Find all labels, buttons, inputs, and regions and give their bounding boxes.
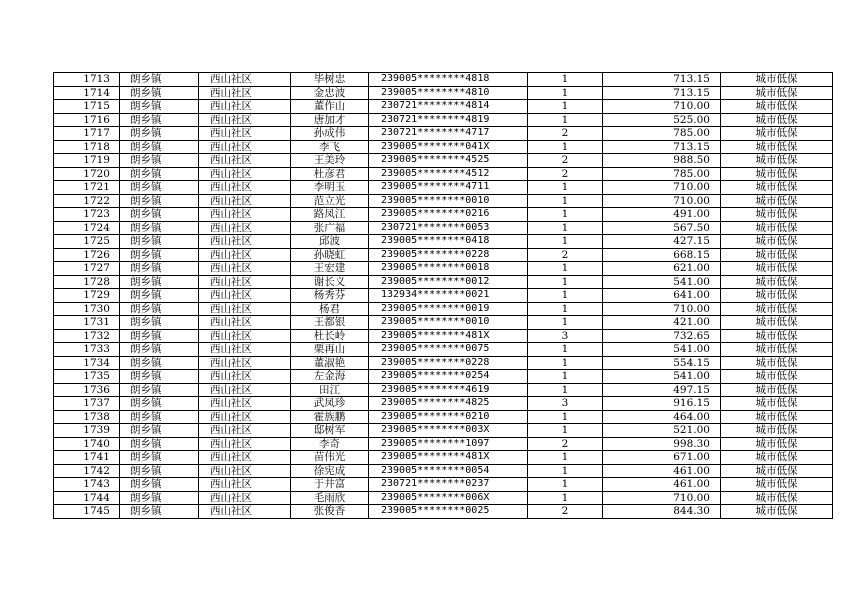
amount-cell: 732.65: [603, 329, 721, 343]
row-number-cell: 1735: [54, 370, 120, 384]
id-number-cell: 239005********4512: [369, 167, 528, 181]
household-count-cell: 1: [528, 410, 603, 424]
town-cell: 朗乡镇: [120, 316, 199, 330]
assistance-type-cell: 城市低保: [721, 194, 833, 208]
row-number-cell: 1732: [54, 329, 120, 343]
assistance-type-cell: 城市低保: [721, 86, 833, 100]
id-number-cell: 239005********0254: [369, 370, 528, 384]
household-count-cell: 1: [528, 451, 603, 465]
town-cell: 朗乡镇: [120, 302, 199, 316]
name-cell: 邱波: [291, 235, 369, 249]
table-row: [54, 100, 833, 114]
name-cell: 杜长岭: [291, 329, 369, 343]
assistance-type-cell: 城市低保: [721, 410, 833, 424]
household-count-cell: 1: [528, 208, 603, 222]
assistance-type-cell: 城市低保: [721, 424, 833, 438]
table-row: [54, 437, 833, 451]
amount-cell: 525.00: [603, 113, 721, 127]
amount-cell: 713.15: [603, 73, 721, 87]
town-cell: 朗乡镇: [120, 478, 199, 492]
town-cell: 朗乡镇: [120, 181, 199, 195]
assistance-type-cell: 城市低保: [721, 275, 833, 289]
row-number-cell: 1721: [54, 181, 120, 195]
name-cell: 武凤珍: [291, 397, 369, 411]
row-number-cell: 1717: [54, 127, 120, 141]
household-count-cell: 2: [528, 154, 603, 168]
name-cell: 谢长义: [291, 275, 369, 289]
community-cell: 西山社区: [199, 370, 291, 384]
table-row: [54, 73, 833, 87]
table-row: [54, 127, 833, 141]
assistance-type-cell: 城市低保: [721, 397, 833, 411]
household-count-cell: 1: [528, 73, 603, 87]
community-cell: 西山社区: [199, 329, 291, 343]
name-cell: 毕树忠: [291, 73, 369, 87]
row-number-cell: 1739: [54, 424, 120, 438]
household-count-cell: 1: [528, 289, 603, 303]
id-number-cell: 230721********0237: [369, 478, 528, 492]
amount-cell: 497.15: [603, 383, 721, 397]
id-number-cell: 230721********4717: [369, 127, 528, 141]
row-number-cell: 1731: [54, 316, 120, 330]
name-cell: 张广福: [291, 221, 369, 235]
town-cell: 朗乡镇: [120, 221, 199, 235]
row-number-cell: 1737: [54, 397, 120, 411]
id-number-cell: 230721********4819: [369, 113, 528, 127]
amount-cell: 621.00: [603, 262, 721, 276]
amount-cell: 491.00: [603, 208, 721, 222]
town-cell: 朗乡镇: [120, 113, 199, 127]
id-number-cell: 239005********4810: [369, 86, 528, 100]
id-number-cell: 239005********0012: [369, 275, 528, 289]
assistance-type-cell: 城市低保: [721, 437, 833, 451]
community-cell: 西山社区: [199, 167, 291, 181]
name-cell: 霍族鹏: [291, 410, 369, 424]
id-number-cell: 239005********006X: [369, 491, 528, 505]
name-cell: 毛雨欣: [291, 491, 369, 505]
amount-cell: 710.00: [603, 181, 721, 195]
community-cell: 西山社区: [199, 181, 291, 195]
community-cell: 西山社区: [199, 505, 291, 519]
row-number-cell: 1740: [54, 437, 120, 451]
row-number-cell: 1720: [54, 167, 120, 181]
table-row: [54, 208, 833, 222]
community-cell: 西山社区: [199, 437, 291, 451]
community-cell: 西山社区: [199, 262, 291, 276]
community-cell: 西山社区: [199, 113, 291, 127]
name-cell: 王都银: [291, 316, 369, 330]
row-number-cell: 1742: [54, 464, 120, 478]
id-number-cell: 239005********0054: [369, 464, 528, 478]
assistance-type-cell: 城市低保: [721, 167, 833, 181]
town-cell: 朗乡镇: [120, 275, 199, 289]
household-count-cell: 1: [528, 343, 603, 357]
table-row: [54, 370, 833, 384]
row-number-cell: 1718: [54, 140, 120, 154]
town-cell: 朗乡镇: [120, 208, 199, 222]
row-number-cell: 1719: [54, 154, 120, 168]
id-number-cell: 239005********041X: [369, 140, 528, 154]
community-cell: 西山社区: [199, 316, 291, 330]
row-number-cell: 1744: [54, 491, 120, 505]
table-body: [54, 73, 833, 519]
id-number-cell: 230721********4814: [369, 100, 528, 114]
community-cell: 西山社区: [199, 73, 291, 87]
community-cell: 西山社区: [199, 397, 291, 411]
amount-cell: 671.00: [603, 451, 721, 465]
town-cell: 朗乡镇: [120, 86, 199, 100]
row-number-cell: 1733: [54, 343, 120, 357]
amount-cell: 844.30: [603, 505, 721, 519]
town-cell: 朗乡镇: [120, 289, 199, 303]
amount-cell: 785.00: [603, 167, 721, 181]
assistance-type-cell: 城市低保: [721, 316, 833, 330]
id-number-cell: 239005********1097: [369, 437, 528, 451]
amount-cell: 916.15: [603, 397, 721, 411]
town-cell: 朗乡镇: [120, 464, 199, 478]
id-number-cell: 132934********0021: [369, 289, 528, 303]
assistance-type-cell: 城市低保: [721, 478, 833, 492]
assistance-type-cell: 城市低保: [721, 181, 833, 195]
table-row: [54, 383, 833, 397]
table-row: [54, 181, 833, 195]
assistance-type-cell: 城市低保: [721, 100, 833, 114]
amount-cell: 710.00: [603, 302, 721, 316]
community-cell: 西山社区: [199, 424, 291, 438]
id-number-cell: 239005********0018: [369, 262, 528, 276]
town-cell: 朗乡镇: [120, 100, 199, 114]
row-number-cell: 1736: [54, 383, 120, 397]
amount-cell: 988.50: [603, 154, 721, 168]
table-row: [54, 113, 833, 127]
amount-cell: 567.50: [603, 221, 721, 235]
town-cell: 朗乡镇: [120, 194, 199, 208]
table-row: [54, 275, 833, 289]
household-count-cell: 1: [528, 356, 603, 370]
table-row: [54, 154, 833, 168]
amount-cell: 713.15: [603, 86, 721, 100]
name-cell: 栗再山: [291, 343, 369, 357]
town-cell: 朗乡镇: [120, 140, 199, 154]
community-cell: 西山社区: [199, 478, 291, 492]
household-count-cell: 1: [528, 235, 603, 249]
community-cell: 西山社区: [199, 289, 291, 303]
table-row: [54, 194, 833, 208]
community-cell: 西山社区: [199, 275, 291, 289]
id-number-cell: 239005********481X: [369, 329, 528, 343]
town-cell: 朗乡镇: [120, 262, 199, 276]
name-cell: 范立光: [291, 194, 369, 208]
name-cell: 金忠波: [291, 86, 369, 100]
household-count-cell: 2: [528, 127, 603, 141]
town-cell: 朗乡镇: [120, 154, 199, 168]
name-cell: 杨君: [291, 302, 369, 316]
community-cell: 西山社区: [199, 208, 291, 222]
amount-cell: 554.15: [603, 356, 721, 370]
id-number-cell: 239005********0418: [369, 235, 528, 249]
table-row: [54, 343, 833, 357]
community-cell: 西山社区: [199, 343, 291, 357]
id-number-cell: 239005********0019: [369, 302, 528, 316]
amount-cell: 541.00: [603, 370, 721, 384]
name-cell: 路凤江: [291, 208, 369, 222]
table-row: [54, 221, 833, 235]
table-row: [54, 140, 833, 154]
household-count-cell: 1: [528, 383, 603, 397]
name-cell: 李飞: [291, 140, 369, 154]
community-cell: 西山社区: [199, 194, 291, 208]
household-count-cell: 1: [528, 424, 603, 438]
row-number-cell: 1730: [54, 302, 120, 316]
row-number-cell: 1713: [54, 73, 120, 87]
community-cell: 西山社区: [199, 248, 291, 262]
table-row: [54, 329, 833, 343]
household-count-cell: 1: [528, 100, 603, 114]
row-number-cell: 1727: [54, 262, 120, 276]
table-row: [54, 248, 833, 262]
household-count-cell: 1: [528, 302, 603, 316]
name-cell: 于井富: [291, 478, 369, 492]
table-row: [54, 316, 833, 330]
assistance-type-cell: 城市低保: [721, 302, 833, 316]
amount-cell: 427.15: [603, 235, 721, 249]
community-cell: 西山社区: [199, 383, 291, 397]
table-row: [54, 289, 833, 303]
name-cell: 杨秀芬: [291, 289, 369, 303]
table-row: [54, 410, 833, 424]
assistance-type-cell: 城市低保: [721, 464, 833, 478]
household-count-cell: 2: [528, 505, 603, 519]
assistance-type-cell: 城市低保: [721, 235, 833, 249]
amount-cell: 641.00: [603, 289, 721, 303]
assistance-type-cell: 城市低保: [721, 383, 833, 397]
id-number-cell: 239005********0216: [369, 208, 528, 222]
name-cell: 孙成伟: [291, 127, 369, 141]
id-number-cell: 239005********0075: [369, 343, 528, 357]
name-cell: 唐加才: [291, 113, 369, 127]
assistance-type-cell: 城市低保: [721, 140, 833, 154]
assistance-type-cell: 城市低保: [721, 370, 833, 384]
town-cell: 朗乡镇: [120, 127, 199, 141]
community-cell: 西山社区: [199, 491, 291, 505]
town-cell: 朗乡镇: [120, 356, 199, 370]
town-cell: 朗乡镇: [120, 73, 199, 87]
town-cell: 朗乡镇: [120, 248, 199, 262]
name-cell: 苗伟光: [291, 451, 369, 465]
assistance-type-cell: 城市低保: [721, 248, 833, 262]
name-cell: 李明玉: [291, 181, 369, 195]
household-count-cell: 1: [528, 275, 603, 289]
household-count-cell: 3: [528, 397, 603, 411]
amount-cell: 713.15: [603, 140, 721, 154]
name-cell: 董作山: [291, 100, 369, 114]
table-row: [54, 167, 833, 181]
row-number-cell: 1745: [54, 505, 120, 519]
id-number-cell: 239005********4619: [369, 383, 528, 397]
household-count-cell: 1: [528, 316, 603, 330]
household-count-cell: 2: [528, 437, 603, 451]
id-number-cell: 230721********0053: [369, 221, 528, 235]
assistance-type-cell: 城市低保: [721, 505, 833, 519]
town-cell: 朗乡镇: [120, 167, 199, 181]
household-count-cell: 1: [528, 140, 603, 154]
town-cell: 朗乡镇: [120, 329, 199, 343]
row-number-cell: 1725: [54, 235, 120, 249]
row-number-cell: 1738: [54, 410, 120, 424]
id-number-cell: 239005********0210: [369, 410, 528, 424]
household-count-cell: 1: [528, 478, 603, 492]
amount-cell: 461.00: [603, 464, 721, 478]
table-row: [54, 451, 833, 465]
amount-cell: 998.30: [603, 437, 721, 451]
table-row: [54, 356, 833, 370]
name-cell: 李奇: [291, 437, 369, 451]
row-number-cell: 1724: [54, 221, 120, 235]
name-cell: 张俊香: [291, 505, 369, 519]
id-number-cell: 239005********003X: [369, 424, 528, 438]
id-number-cell: 239005********4525: [369, 154, 528, 168]
town-cell: 朗乡镇: [120, 437, 199, 451]
household-count-cell: 3: [528, 329, 603, 343]
assistance-type-cell: 城市低保: [721, 343, 833, 357]
id-number-cell: 239005********0228: [369, 356, 528, 370]
household-count-cell: 2: [528, 248, 603, 262]
assistance-type-cell: 城市低保: [721, 329, 833, 343]
town-cell: 朗乡镇: [120, 235, 199, 249]
amount-cell: 541.00: [603, 343, 721, 357]
row-number-cell: 1716: [54, 113, 120, 127]
town-cell: 朗乡镇: [120, 491, 199, 505]
amount-cell: 464.00: [603, 410, 721, 424]
amount-cell: 785.00: [603, 127, 721, 141]
id-number-cell: 239005********4818: [369, 73, 528, 87]
row-number-cell: 1714: [54, 86, 120, 100]
id-number-cell: 239005********481X: [369, 451, 528, 465]
community-cell: 西山社区: [199, 356, 291, 370]
table-row: [54, 397, 833, 411]
name-cell: 董淑艳: [291, 356, 369, 370]
assistance-type-cell: 城市低保: [721, 491, 833, 505]
household-count-cell: 1: [528, 491, 603, 505]
community-cell: 西山社区: [199, 410, 291, 424]
community-cell: 西山社区: [199, 451, 291, 465]
town-cell: 朗乡镇: [120, 397, 199, 411]
name-cell: 杜彦君: [291, 167, 369, 181]
id-number-cell: 239005********0010: [369, 194, 528, 208]
table-row: [54, 464, 833, 478]
row-number-cell: 1734: [54, 356, 120, 370]
town-cell: 朗乡镇: [120, 370, 199, 384]
row-number-cell: 1743: [54, 478, 120, 492]
row-number-cell: 1722: [54, 194, 120, 208]
assistance-type-cell: 城市低保: [721, 221, 833, 235]
town-cell: 朗乡镇: [120, 383, 199, 397]
assistance-type-cell: 城市低保: [721, 208, 833, 222]
name-cell: 田江: [291, 383, 369, 397]
assistance-type-cell: 城市低保: [721, 289, 833, 303]
id-number-cell: 239005********4825: [369, 397, 528, 411]
data-table: [53, 72, 833, 519]
table-row: [54, 302, 833, 316]
town-cell: 朗乡镇: [120, 505, 199, 519]
assistance-type-cell: 城市低保: [721, 451, 833, 465]
household-count-cell: 1: [528, 464, 603, 478]
row-number-cell: 1728: [54, 275, 120, 289]
row-number-cell: 1729: [54, 289, 120, 303]
household-count-cell: 1: [528, 113, 603, 127]
table-row: [54, 478, 833, 492]
assistance-type-cell: 城市低保: [721, 73, 833, 87]
table-row: [54, 424, 833, 438]
household-count-cell: 1: [528, 194, 603, 208]
row-number-cell: 1715: [54, 100, 120, 114]
household-count-cell: 1: [528, 262, 603, 276]
assistance-type-cell: 城市低保: [721, 113, 833, 127]
town-cell: 朗乡镇: [120, 451, 199, 465]
assistance-type-cell: 城市低保: [721, 356, 833, 370]
community-cell: 西山社区: [199, 302, 291, 316]
household-count-cell: 1: [528, 86, 603, 100]
community-cell: 西山社区: [199, 100, 291, 114]
id-number-cell: 239005********0228: [369, 248, 528, 262]
household-count-cell: 2: [528, 167, 603, 181]
town-cell: 朗乡镇: [120, 343, 199, 357]
amount-cell: 710.00: [603, 100, 721, 114]
amount-cell: 710.00: [603, 194, 721, 208]
name-cell: 徐宪成: [291, 464, 369, 478]
community-cell: 西山社区: [199, 86, 291, 100]
assistance-type-cell: 城市低保: [721, 262, 833, 276]
amount-cell: 668.15: [603, 248, 721, 262]
amount-cell: 521.00: [603, 424, 721, 438]
name-cell: 邸树军: [291, 424, 369, 438]
assistance-type-cell: 城市低保: [721, 127, 833, 141]
id-number-cell: 239005********0025: [369, 505, 528, 519]
table-row: [54, 262, 833, 276]
amount-cell: 541.00: [603, 275, 721, 289]
community-cell: 西山社区: [199, 154, 291, 168]
assistance-type-cell: 城市低保: [721, 154, 833, 168]
name-cell: 孙晓虹: [291, 248, 369, 262]
row-number-cell: 1723: [54, 208, 120, 222]
name-cell: 王美玲: [291, 154, 369, 168]
household-count-cell: 1: [528, 181, 603, 195]
household-count-cell: 1: [528, 370, 603, 384]
town-cell: 朗乡镇: [120, 424, 199, 438]
community-cell: 西山社区: [199, 140, 291, 154]
row-number-cell: 1741: [54, 451, 120, 465]
community-cell: 西山社区: [199, 127, 291, 141]
community-cell: 西山社区: [199, 221, 291, 235]
table-row: [54, 505, 833, 519]
table-row: [54, 491, 833, 505]
amount-cell: 710.00: [603, 491, 721, 505]
town-cell: 朗乡镇: [120, 410, 199, 424]
row-number-cell: 1726: [54, 248, 120, 262]
name-cell: 王宏建: [291, 262, 369, 276]
table-row: [54, 86, 833, 100]
community-cell: 西山社区: [199, 235, 291, 249]
id-number-cell: 239005********0010: [369, 316, 528, 330]
amount-cell: 461.00: [603, 478, 721, 492]
amount-cell: 421.00: [603, 316, 721, 330]
id-number-cell: 239005********4711: [369, 181, 528, 195]
table-row: [54, 235, 833, 249]
community-cell: 西山社区: [199, 464, 291, 478]
household-count-cell: 1: [528, 221, 603, 235]
name-cell: 左金海: [291, 370, 369, 384]
